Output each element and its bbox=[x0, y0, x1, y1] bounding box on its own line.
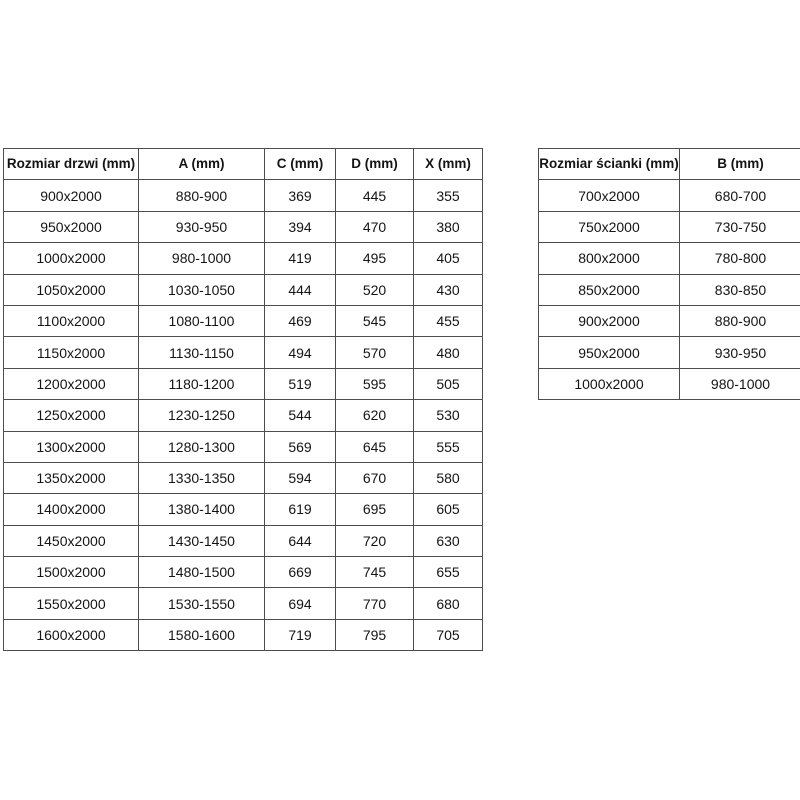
table-row bbox=[539, 211, 800, 242]
table-cell: 1550x2000 bbox=[4, 588, 139, 619]
table-row bbox=[4, 305, 483, 336]
table-cell: 1230-1250 bbox=[139, 400, 265, 431]
header-row bbox=[539, 149, 800, 180]
table-row bbox=[4, 180, 483, 211]
wall-dimensions-table bbox=[538, 148, 800, 400]
table-cell: 1250x2000 bbox=[4, 400, 139, 431]
table-cell: 680 bbox=[414, 588, 483, 619]
table-cell: 1000x2000 bbox=[539, 368, 680, 399]
table-cell: 644 bbox=[265, 525, 336, 556]
table-row bbox=[4, 400, 483, 431]
table-cell: 380 bbox=[414, 211, 483, 242]
table-cell: 705 bbox=[414, 619, 483, 650]
table-row bbox=[539, 180, 800, 211]
table-cell: 1300x2000 bbox=[4, 431, 139, 462]
table-cell: 530 bbox=[414, 400, 483, 431]
table-cell: 750x2000 bbox=[539, 211, 680, 242]
table-cell: 580 bbox=[414, 462, 483, 493]
table-cell: 1480-1500 bbox=[139, 557, 265, 588]
table-cell: 1150x2000 bbox=[4, 337, 139, 368]
column-header: C (mm) bbox=[265, 149, 336, 180]
table-cell: 1380-1400 bbox=[139, 494, 265, 525]
table-row bbox=[4, 525, 483, 556]
table-row bbox=[4, 431, 483, 462]
table-cell: 545 bbox=[336, 305, 414, 336]
table-cell: 480 bbox=[414, 337, 483, 368]
table-cell: 470 bbox=[336, 211, 414, 242]
table-cell: 570 bbox=[336, 337, 414, 368]
table-cell: 519 bbox=[265, 368, 336, 399]
table-cell: 1530-1550 bbox=[139, 588, 265, 619]
table-cell: 830-850 bbox=[680, 274, 800, 305]
table-cell: 1200x2000 bbox=[4, 368, 139, 399]
table-cell: 605 bbox=[414, 494, 483, 525]
table-cell: 930-950 bbox=[139, 211, 265, 242]
table-row bbox=[539, 274, 800, 305]
table-cell: 1180-1200 bbox=[139, 368, 265, 399]
table-cell: 405 bbox=[414, 243, 483, 274]
table-cell: 419 bbox=[265, 243, 336, 274]
table-cell: 694 bbox=[265, 588, 336, 619]
table-row bbox=[539, 305, 800, 336]
table-cell: 950x2000 bbox=[4, 211, 139, 242]
table-cell: 700x2000 bbox=[539, 180, 680, 211]
table-cell: 930-950 bbox=[680, 337, 800, 368]
table-cell: 900x2000 bbox=[4, 180, 139, 211]
table-cell: 1450x2000 bbox=[4, 525, 139, 556]
table-cell: 520 bbox=[336, 274, 414, 305]
column-header: Rozmiar drzwi (mm) bbox=[4, 149, 139, 180]
door-dimensions-table bbox=[3, 148, 483, 651]
table-row bbox=[4, 368, 483, 399]
table-cell: 680-700 bbox=[680, 180, 800, 211]
table-row bbox=[539, 368, 800, 399]
table-row bbox=[4, 462, 483, 493]
table-cell: 745 bbox=[336, 557, 414, 588]
table-cell: 1600x2000 bbox=[4, 619, 139, 650]
table-row bbox=[4, 557, 483, 588]
column-header: A (mm) bbox=[139, 149, 265, 180]
table-cell: 594 bbox=[265, 462, 336, 493]
table-cell: 595 bbox=[336, 368, 414, 399]
table-cell: 1000x2000 bbox=[4, 243, 139, 274]
table-cell: 620 bbox=[336, 400, 414, 431]
table-cell: 445 bbox=[336, 180, 414, 211]
table-cell: 1430-1450 bbox=[139, 525, 265, 556]
table-cell: 719 bbox=[265, 619, 336, 650]
table-row bbox=[4, 619, 483, 650]
table-cell: 1080-1100 bbox=[139, 305, 265, 336]
table-cell: 800x2000 bbox=[539, 243, 680, 274]
table-cell: 720 bbox=[336, 525, 414, 556]
table-cell: 369 bbox=[265, 180, 336, 211]
table-cell: 770 bbox=[336, 588, 414, 619]
table-cell: 1330-1350 bbox=[139, 462, 265, 493]
table-cell: 1400x2000 bbox=[4, 494, 139, 525]
table-cell: 495 bbox=[336, 243, 414, 274]
table-row bbox=[4, 274, 483, 305]
table-cell: 1130-1150 bbox=[139, 337, 265, 368]
table-row bbox=[539, 243, 800, 274]
column-header: D (mm) bbox=[336, 149, 414, 180]
header-row bbox=[4, 149, 483, 180]
table-cell: 444 bbox=[265, 274, 336, 305]
table-cell: 1280-1300 bbox=[139, 431, 265, 462]
table-cell: 950x2000 bbox=[539, 337, 680, 368]
table-cell: 1350x2000 bbox=[4, 462, 139, 493]
table-cell: 430 bbox=[414, 274, 483, 305]
table-row bbox=[4, 211, 483, 242]
table-row bbox=[539, 337, 800, 368]
column-header: B (mm) bbox=[680, 149, 800, 180]
table-cell: 544 bbox=[265, 400, 336, 431]
table-cell: 695 bbox=[336, 494, 414, 525]
table-row bbox=[4, 243, 483, 274]
table-cell: 880-900 bbox=[680, 305, 800, 336]
table-cell: 1580-1600 bbox=[139, 619, 265, 650]
table-cell: 880-900 bbox=[139, 180, 265, 211]
table-cell: 669 bbox=[265, 557, 336, 588]
table-row bbox=[4, 588, 483, 619]
table-cell: 505 bbox=[414, 368, 483, 399]
table-cell: 645 bbox=[336, 431, 414, 462]
table-cell: 1500x2000 bbox=[4, 557, 139, 588]
table-cell: 494 bbox=[265, 337, 336, 368]
table-cell: 555 bbox=[414, 431, 483, 462]
table-cell: 980-1000 bbox=[680, 368, 800, 399]
table-cell: 980-1000 bbox=[139, 243, 265, 274]
table-cell: 670 bbox=[336, 462, 414, 493]
column-header: X (mm) bbox=[414, 149, 483, 180]
table-cell: 619 bbox=[265, 494, 336, 525]
table-cell: 569 bbox=[265, 431, 336, 462]
table-cell: 1030-1050 bbox=[139, 274, 265, 305]
table-cell: 630 bbox=[414, 525, 483, 556]
table-cell: 850x2000 bbox=[539, 274, 680, 305]
table-cell: 795 bbox=[336, 619, 414, 650]
table-cell: 900x2000 bbox=[539, 305, 680, 336]
column-header: Rozmiar ścianki (mm) bbox=[539, 149, 680, 180]
table-cell: 1050x2000 bbox=[4, 274, 139, 305]
table-cell: 394 bbox=[265, 211, 336, 242]
table-cell: 1100x2000 bbox=[4, 305, 139, 336]
table-row bbox=[4, 494, 483, 525]
table-cell: 655 bbox=[414, 557, 483, 588]
table-cell: 355 bbox=[414, 180, 483, 211]
table-row bbox=[4, 337, 483, 368]
table-cell: 780-800 bbox=[680, 243, 800, 274]
table-cell: 469 bbox=[265, 305, 336, 336]
table-cell: 730-750 bbox=[680, 211, 800, 242]
table-cell: 455 bbox=[414, 305, 483, 336]
